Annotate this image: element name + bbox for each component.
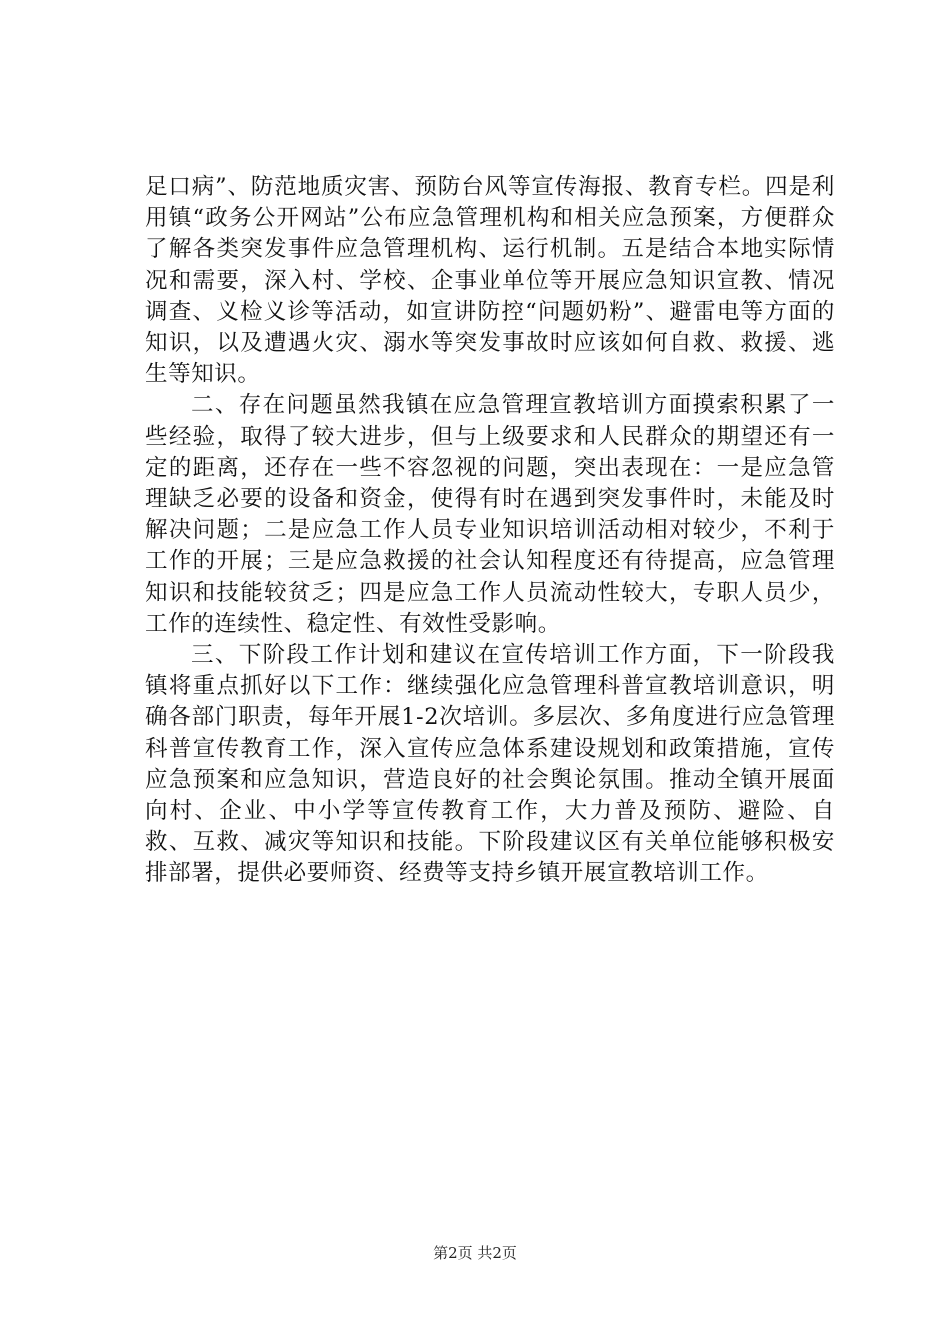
paragraph-measures-continued: 足口病”、防范地质灾害、预防台风等宣传海报、教育专栏。四是利用镇“政务公开网站”公布应急管理机构和相关应急预案，方便群众了解各类突发事件应急管理机构、运行机制。五是结合本地实际情况和需要，深入村、学校、企事业单位等开展应急知识宣教、情况调查、义检义诊等活动，如宣讲防控“问题奶粉”、避雷电等方面的知识，以及遭遇火灾、溺水等突发事故时应该如何自救、救援、逃生等知识。 <box>145 174 835 388</box>
document-body <box>145 172 835 890</box>
paragraph-existing-problems: 二、存在问题虽然我镇在应急管理宣教培训方面摸索积累了一些经验，取得了较大进步，但与上级要求和人民群众的期望还有一定的距离，还存在一些不容忽视的问题，突出表现在：一是应急管理缺乏必要的设备和资金，使得有时在遇到突发事件时，未能及时解决问题；二是应急工作人员专业知识培训活动相对较少，不利于工作的开展；三是应急救援的社会认知程度还有待提高，应急管理知识和技能较贫乏；四是应急工作人员流动性较大，专职人员少，工作的连续性、稳定性、有效性受影响。 <box>145 392 835 637</box>
paragraph-next-stage-plan: 三、下阶段工作计划和建议在宣传培训工作方面，下一阶段我镇将重点抓好以下工作：继续强化应急管理科普宣教培训意识，明确各部门职责，每年开展1-2次培训。多层次、多角度进行应急管理科普宣传教育工作，深入宣传应急体系建设规划和政策措施，宣传应急预案和应急知识，营造良好的社会舆论氛围。推动全镇开展面向村、企业、中小学等宣传教育工作，大力普及预防、避险、自救、互救、减灾等知识和技能。下阶段建议区有关单位能够积极安排部署，提供必要师资、经费等支持乡镇开展宣教培训工作。 <box>145 642 835 887</box>
page-number-footer: 第2页 共2页 <box>433 1244 517 1262</box>
